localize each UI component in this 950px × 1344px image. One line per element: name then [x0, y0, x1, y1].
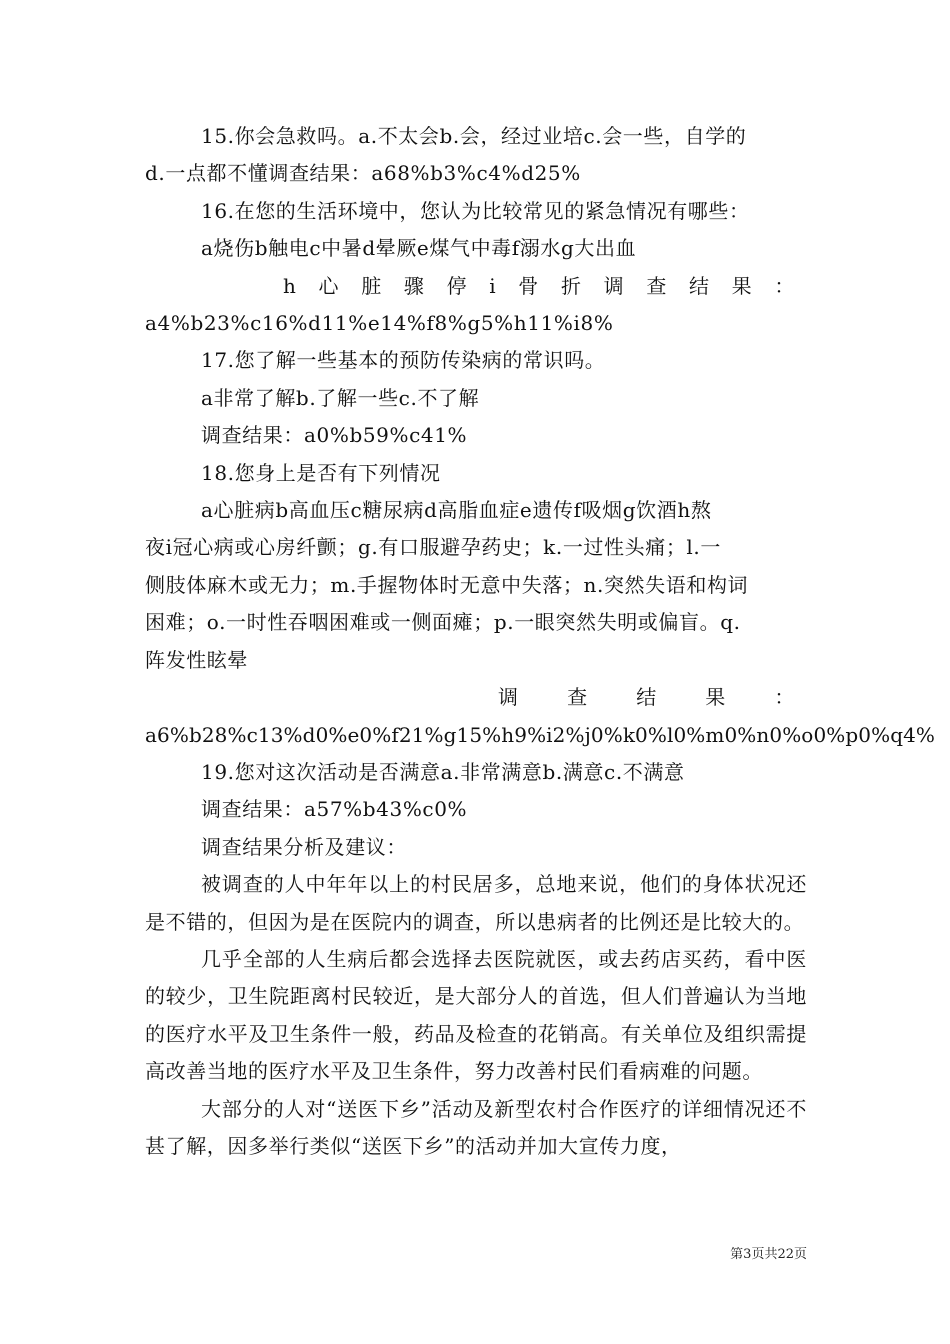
spread-char: 调: [603, 273, 625, 298]
spread-char: 查: [646, 273, 667, 298]
question-16-spread-line: [145, 268, 807, 305]
analysis-paragraph-1: 被调查的人中年年以上的村民居多，总地来说，他们的身体状况还是不错的，但因为是在医院内的调查，所以患病者的比例还是比较大的。: [145, 872, 807, 934]
question-15-line-2: d.一点都不懂调查结果：a68%b3%c4%d25%: [145, 161, 581, 186]
question-18-options-3: 侧肢体麻木或无力；m.手握物体时无意中失落；n.突然失语和构词: [145, 572, 749, 597]
question-17-result: 调查结果：a0%b59%c41%: [201, 423, 468, 448]
spread-char: 果: [731, 273, 753, 298]
question-18-options-5: 阵发性眩晕: [145, 647, 248, 672]
question-19-result: 调查结果：a57%b43%c0%: [201, 797, 468, 822]
spread-char: i: [489, 273, 497, 298]
question-16-result: a4%b23%c16%d11%e14%f8%g5%h11%i8%: [145, 311, 614, 336]
analysis-paragraph-3: 大部分的人对“送医下乡”活动及新型农村合作医疗的详细情况还不甚了解，因多举行类似“送医下乡”的活动并加大宣传力度，: [145, 1096, 807, 1158]
spread-char: 心: [318, 273, 340, 298]
spread-char: h: [283, 273, 297, 298]
spread-char: ：: [774, 685, 795, 710]
question-16-options: a烧伤b触电c中暑d晕厥e煤气中毒f溺水g大出血: [201, 236, 637, 261]
question-18-options-4: 困难；o.一时性吞咽困难或一侧面瘫；p.一眼突然失明或偏盲。q.: [145, 610, 741, 635]
question-18-spread-line: [145, 679, 807, 716]
question-16: 16.在您的生活环境中，您认为比较常见的紧急情况有哪些：: [201, 198, 750, 223]
spread-char: 果: [705, 685, 726, 710]
spread-char: 结: [688, 273, 710, 298]
document-body: [145, 118, 936, 1165]
spread-char: 脏: [361, 273, 382, 298]
question-17-options: a非常了解b.了解一些c.不了解: [201, 385, 480, 410]
spread-char: 骨: [518, 273, 539, 298]
spread-char: 查: [567, 685, 588, 710]
analysis-paragraph-2: 几乎全部的人生病后都会选择去医院就医，或去药店买药，看中医的较少，卫生院距离村民较近，是大部分人的首选，但人们普遍认为当地的医疗水平及卫生条件一般，药品及检查的花销高。有关单位及组织需提高改善当地的医疗水平及卫生条件，努力改善村民们看病难的问题。: [145, 946, 807, 1084]
question-18: 18.您身上是否有下列情况: [201, 460, 441, 485]
spread-char: 折: [560, 273, 582, 298]
question-18-result: a6%b28%c13%d0%e0%f21%g15%h9%i2%j0%k0%l0%m0%n0%o0%p0%q4%: [145, 722, 936, 747]
question-18-options-1: a心脏病b高血压c糖尿病d高脂血症e遗传f吸烟g饮酒h熬: [201, 498, 712, 523]
spread-char: 调: [498, 685, 519, 710]
spread-char: ：: [774, 273, 795, 298]
question-17: 17.您了解一些基本的预防传染病的常识吗。: [201, 348, 606, 373]
page-number: 第3页共22页: [730, 1247, 807, 1262]
question-18-options-2: 夜i冠心病或心房纤颤；g.有口服避孕药史；k.一过性头痛；l.一: [145, 535, 721, 560]
spread-char: 结: [636, 685, 657, 710]
question-19: 19.您对这次活动是否满意a.非常满意b.满意c.不满意: [201, 759, 685, 784]
analysis-title: 调查结果分析及建议：: [201, 834, 407, 859]
question-15-line-1: 15.你会急救吗。a.不太会b.会，经过业培c.会一些，自学的: [201, 124, 747, 148]
spread-char: 骤: [403, 273, 425, 298]
spread-char: 停: [446, 273, 468, 298]
